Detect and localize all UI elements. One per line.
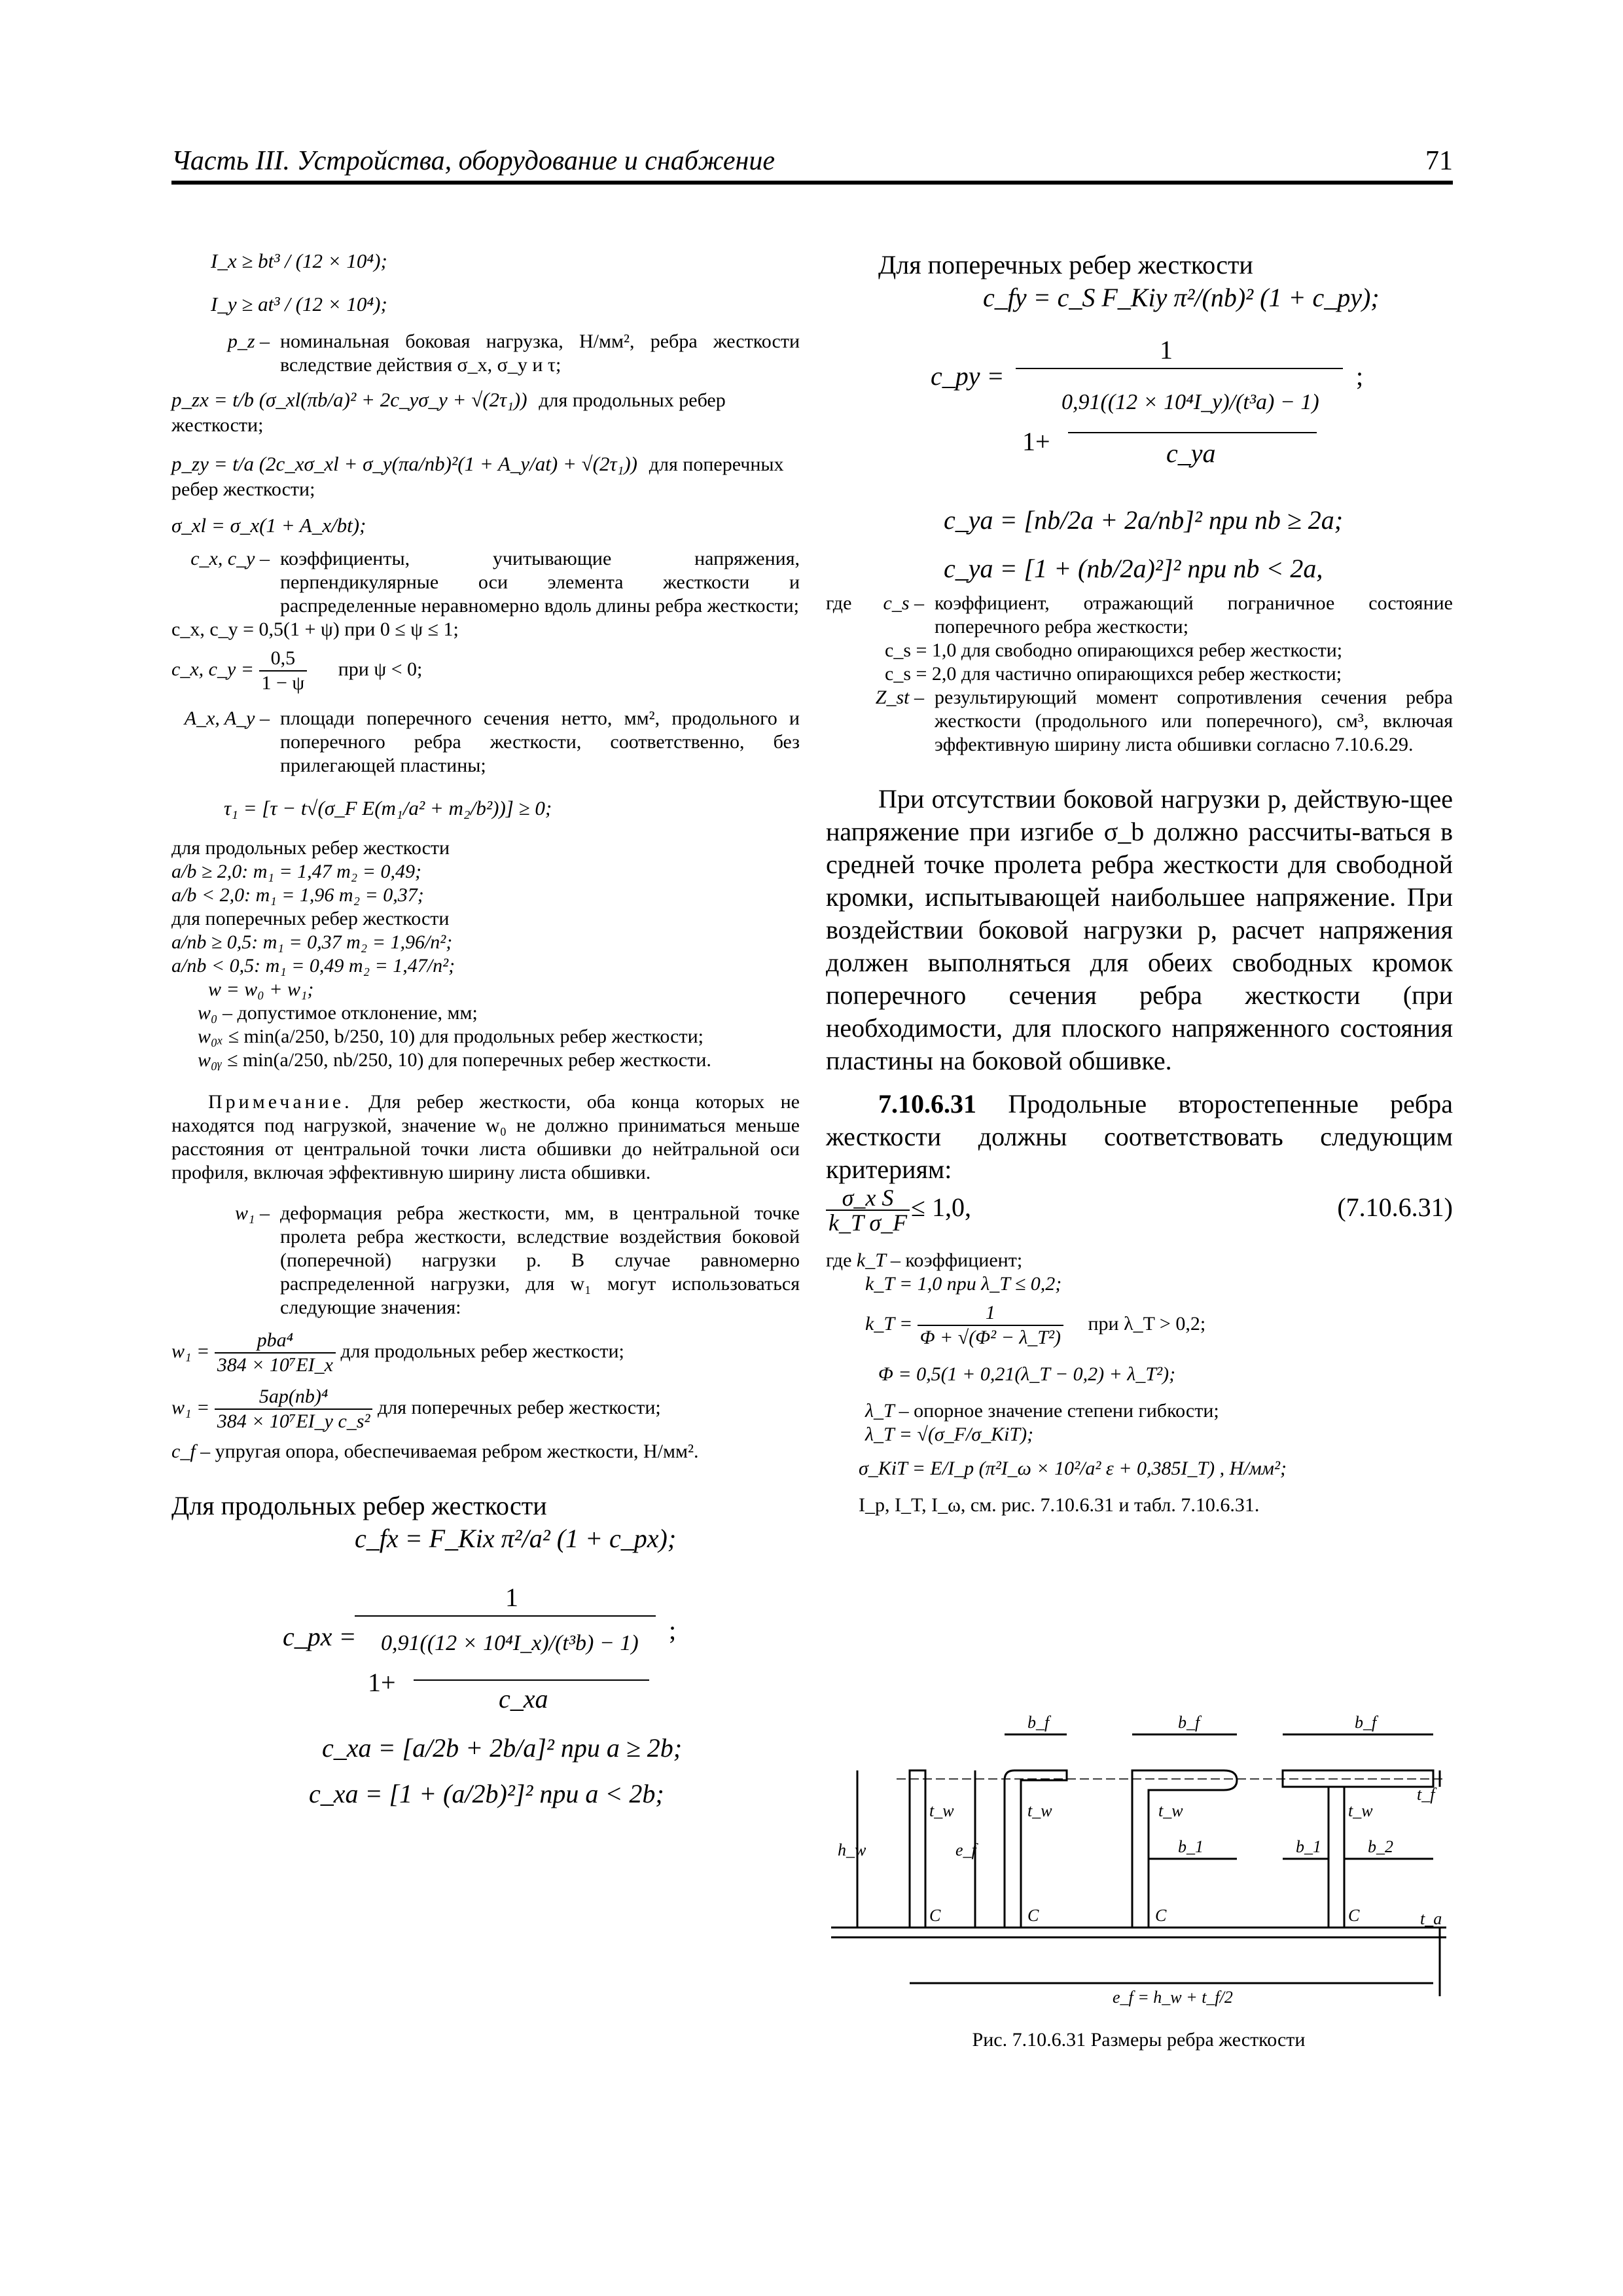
m-table-row: для продольных ребер жесткости [171, 837, 450, 859]
kt-block [826, 1249, 1453, 1517]
trans-heading: Для поперечных ребер жесткости [878, 250, 1253, 279]
cpx-den-a: 0,91((12 × 10⁴I_x)/(t³b) − 1) [381, 1631, 639, 1655]
w1a-lhs: w₁ = [171, 1340, 210, 1362]
zst-symbol: Z_st – [875, 687, 924, 708]
cxcy-eq2 [171, 647, 800, 695]
label-b1-2: b_1 [1296, 1837, 1321, 1856]
label-b1-1: b_1 [1178, 1837, 1204, 1856]
cpy-one-plus: 1+ [1022, 427, 1050, 456]
criterion-num: σ_x S [826, 1186, 910, 1211]
w1b-lhs: w₁ = [171, 1396, 210, 1418]
cpx-inner-bar [414, 1679, 649, 1681]
pzy-block [171, 452, 800, 501]
lt-text: опорное значение степени гибкости; [914, 1400, 1219, 1422]
cpy-num: 1 [1160, 335, 1173, 365]
cs-symbol: c_s – [883, 592, 924, 614]
kt2-num: 1 [918, 1301, 1063, 1326]
cs-block [826, 592, 1453, 757]
m-table-row: a/nb ≥ 0,5: m₁ = 0,37 m₂ = 1,96/n²; [171, 931, 453, 953]
axay-symbol: A_x, A_y – [184, 708, 270, 729]
cpx-den-c: c_xa [499, 1684, 548, 1713]
cxcy-definition [171, 547, 800, 618]
label-tf: t_f [1417, 1785, 1435, 1804]
note-text: Для ребер жесткости, оба конца которых не находятся под нагрузкой, значение w₀ не должно приниматься меньше расстояния от центральной точки листа обшивки до нейтральной оси профиля, включая эффективную ширину листа обшивки. [171, 1091, 800, 1183]
w1b-note: для поперечных ребер жесткости; [377, 1396, 661, 1418]
w0y-symbol: w₀ᵧ ≤ [198, 1049, 238, 1071]
cf-text: упругая опора, обеспечиваемая ребром жесткости, Н/мм². [215, 1441, 699, 1462]
w1b-formula [171, 1385, 800, 1433]
criterion-fraction [826, 1186, 910, 1234]
pzx-block [171, 387, 800, 437]
ip-line: I_p, I_T, I_ω, см. рис. 7.10.6.31 и табл. 7.10.6.31. [859, 1494, 1260, 1516]
m-table-row: a/nb < 0,5: m₁ = 0,49 m₂ = 1,47/n²; [171, 955, 455, 977]
cpy-main-bar [1016, 368, 1343, 369]
w0y-text: min(a/250, nb/250, 10) для поперечных ребер жесткости. [242, 1049, 711, 1071]
w1a-num: pba⁴ [215, 1329, 336, 1354]
where-label: где [826, 592, 852, 614]
kt2-fraction [918, 1301, 1063, 1350]
skit-formula: σ_KiT = E/I_p (π²I_ω × 10²/a² ε + 0,385I_T) , Н/мм²; [859, 1458, 1287, 1479]
cfx-formula: c_fx = F_Kix π²/a² (1 + c_px); [355, 1524, 677, 1553]
kt-where: где [826, 1249, 852, 1271]
paragraph-lateral-load: При отсутствии боковой нагрузки p, действую-щее напряжение при изгибе σ_b должно рассчиты-ваться в средней точке пролета ребра жесткости для свободной кромки, испытывающей наибольшее напряжение. При воздействии боковой нагрузки p, расчет напряжения должен выполняться для обеих свободных кромок поперечного сечения ребра жесткости (при необходимости, для плоского напряженного состояния пластины на боковой обшивке. [826, 784, 1453, 1075]
cxa2-formula: c_xa = [1 + (a/2b)²]² при a < 2b; [309, 1779, 664, 1808]
kt1-line: k_T = 1,0 при λ_T ≤ 0,2; [865, 1273, 1062, 1295]
kt-symbol: k_T – [856, 1249, 901, 1271]
header-title: Часть III. Устройства, оборудование и снабжение [171, 146, 775, 176]
cpx-semicolon: ; [669, 1615, 677, 1645]
pzx-note: для продольных ребер жесткости; [171, 389, 726, 436]
kt-text: коэффициент; [905, 1249, 1023, 1271]
cs-text: коэффициент, отражающий пограничное состояние поперечного ребра жесткости; [935, 592, 1453, 637]
criterion-rhs: ≤ 1,0, [911, 1193, 971, 1222]
tau-formula: τ₁ = [τ − t√(σ_F E(m₁/a² + m₂/b²))] ≥ 0; [224, 797, 552, 819]
w0-text: допустимое отклонение, мм; [237, 1002, 478, 1024]
label-ef: e_f [955, 1840, 976, 1859]
w1-text: деформация ребра жесткости, мм, в центральной точке пролета ребра жесткости, вследствие воздействия боковой (поперечной) нагрузки p. В случае равномерно распределенной нагрузки, для w₁ могут использоваться следующие значения: [280, 1202, 800, 1318]
label-tw-4: t_w [1348, 1801, 1373, 1820]
lt-symbol: λ_T – [865, 1400, 909, 1422]
cxcy-eq2-fraction [259, 647, 308, 695]
cxcy-eq1: c_x, c_y = 0,5(1 + ψ) при 0 ≤ ψ ≤ 1; [171, 619, 459, 640]
cpy-den-a: 0,91((12 × 10⁴I_y)/(t³a) − 1) [1061, 390, 1319, 414]
cpy-semicolon: ; [1356, 361, 1364, 391]
cs-definition [826, 592, 1453, 639]
cs2-line: c_s = 2,0 для частично опирающихся ребер жесткости; [885, 663, 1342, 685]
w0-line [198, 1001, 800, 1025]
right-column [826, 249, 1453, 1517]
m-table [171, 836, 800, 978]
pz-definition [171, 330, 800, 377]
w1b-den: 384 × 10⁷EI_y c_s² [217, 1410, 370, 1432]
kt2-lhs: k_T = [865, 1312, 913, 1335]
sxl-formula: σ_xl = σ_x(1 + A_x/bt); [171, 514, 366, 537]
cxa1-formula: c_xa = [a/2b + 2b/a]² при a ≥ 2b; [322, 1733, 683, 1763]
bulb-profile [1005, 1770, 1067, 1928]
cpx-main-bar [355, 1615, 656, 1617]
cpx-formula [171, 1581, 800, 1719]
clause-7-10-6-31 [826, 1088, 1453, 1186]
w0y-line [198, 1049, 800, 1072]
pz-symbol: p_z – [227, 331, 270, 352]
left-column [171, 249, 800, 1810]
cxcy-eq2-lhs: c_x, c_y = [171, 658, 255, 680]
w1-symbol: w₁ – [235, 1202, 270, 1224]
cpy-inner-bar [1068, 432, 1317, 433]
long-heading: Для продольных ребер жесткости [171, 1491, 547, 1520]
label-c-1: C [929, 1906, 941, 1925]
label-bf-3: b_f [1355, 1713, 1377, 1732]
label-tw-1: t_w [929, 1801, 954, 1820]
t-profile-web [1329, 1787, 1344, 1928]
clause-number: 7.10.6.31 [878, 1089, 976, 1119]
label-ef-eq: e_f = h_w + t_f/2 [1113, 1988, 1233, 2007]
cxcy-eq2-num: 0,5 [259, 647, 308, 672]
kt-line [826, 1249, 1453, 1272]
w1a-formula [171, 1329, 800, 1377]
w1b-num: 5ap(nb)⁴ [215, 1385, 373, 1410]
label-hw: h_w [838, 1840, 866, 1859]
w0x-symbol: w₀ₓ ≤ [198, 1026, 239, 1047]
zst-text: результирующий момент сопротивления сечения ребра жесткости (продольного или поперечного), см³, включая эффективную ширину листа обшивки согласно 7.10.6.29. [935, 687, 1453, 755]
m-table-row: a/b ≥ 2,0: m₁ = 1,47 m₂ = 0,49; [171, 861, 421, 882]
kt2-cond: при λ_T > 0,2; [1088, 1312, 1206, 1335]
cpx-num: 1 [505, 1583, 518, 1612]
cxcy-eq2-cond: при ψ < 0; [338, 658, 423, 680]
cxcy-symbol: c_x, c_y – [190, 548, 270, 569]
label-c-4: C [1348, 1906, 1360, 1925]
label-bf-1: b_f [1027, 1713, 1050, 1732]
criterion-den: k_T σ_F [829, 1210, 908, 1236]
criterion-formula [826, 1185, 1453, 1236]
lt-eq: λ_T = √(σ_F/σ_KiT); [865, 1424, 1034, 1445]
ix-formula: I_x ≥ bt³ / (12 × 10⁴); [211, 249, 387, 272]
cf-symbol: c_f – [171, 1441, 211, 1462]
figure-caption: Рис. 7.10.6.31 Размеры ребра жесткости [972, 2029, 1306, 2051]
w0-symbol: w₀ – [198, 1002, 232, 1024]
label-bf-2: b_f [1178, 1713, 1200, 1732]
cpy-formula [826, 334, 1453, 484]
pzy-note: для поперечных ребер жесткости; [171, 454, 784, 500]
cpy-lhs: c_py = [931, 361, 1005, 391]
cf-line [171, 1440, 800, 1463]
phi-formula: Φ = 0,5(1 + 0,21(λ_T − 0,2) + λ_T²); [878, 1363, 1176, 1385]
cxcy-eq2-den: 1 − ψ [261, 672, 305, 694]
label-b2: b_2 [1368, 1837, 1393, 1856]
w1a-den: 384 × 10⁷EI_x [217, 1354, 333, 1376]
clause-text: Продольные второстепенные ребра жесткости должны соответствовать следующим критериям: [826, 1089, 1454, 1184]
kt2-line [865, 1301, 1453, 1350]
axay-definition [171, 707, 800, 778]
w0x-line [198, 1025, 800, 1049]
m-table-row: для поперечных ребер жесткости [171, 908, 450, 929]
kt2-den: Φ + √(Φ² − λ_T²) [919, 1327, 1061, 1348]
axay-text: площади поперечного сечения нетто, мм², продольного и поперечного ребра жесткости, соответственно, без прилегающей пластины; [280, 708, 800, 776]
iy-formula: I_y ≥ at³ / (12 × 10⁴); [211, 293, 387, 315]
w1a-note: для продольных ребер жесткости; [340, 1340, 624, 1362]
page-header [171, 143, 1453, 185]
pzy-formula: p_zy = t/a (2c_xσ_xl + σ_y(πa/nb)²(1 + A_y/at) + √(2τ₁)) [171, 452, 637, 475]
pz-text: номинальная боковая нагрузка, Н/мм², ребра жесткости вследствие действия σ_x, σ_y и τ; [280, 331, 800, 376]
cya1-formula: c_ya = [nb/2a + 2a/nb]² при nb ≥ 2a; [944, 505, 1344, 535]
w1a-fraction [215, 1329, 336, 1377]
m-table-row: a/b < 2,0: m₁ = 1,96 m₂ = 0,37; [171, 884, 424, 906]
cxcy-text: коэффициенты, учитывающие напряжения, перпендикулярные оси элемента жесткости и распределенные неравномерно вдоль длины ребра жесткости; [280, 548, 800, 617]
criterion-label: (7.10.6.31) [1337, 1193, 1453, 1222]
cpy-den-c: c_ya [1166, 439, 1216, 468]
label-tw-3: t_w [1158, 1801, 1183, 1820]
cpx-one-plus: 1+ [368, 1668, 396, 1697]
label-c-3: C [1155, 1906, 1167, 1925]
cfy-formula: c_fy = c_S F_Kiy π²/(nb)² (1 + c_py); [983, 283, 1380, 312]
note-block [171, 1090, 800, 1185]
lt-line [865, 1399, 1453, 1423]
page-number: 71 [1425, 146, 1453, 176]
label-c-2: C [1027, 1906, 1039, 1925]
cpx-lhs: c_px = [283, 1622, 357, 1651]
flat-bar-profile [910, 1770, 925, 1928]
pzx-formula: p_zx = t/b (σ_xl(πb/a)² + 2c_yσ_y + √(2τ₁)) [171, 388, 527, 411]
w1-definition [171, 1202, 800, 1319]
w1b-fraction [215, 1385, 373, 1433]
cya2-formula: c_ya = [1 + (nb/2a)²]² при nb < 2a, [944, 554, 1323, 583]
note-label: Примечание. [208, 1091, 353, 1113]
zst-definition [826, 686, 1453, 757]
label-ta: t_a [1420, 1909, 1442, 1928]
w0x-text: min(a/250, b/250, 10) для продольных ребер жесткости; [243, 1026, 704, 1047]
stiffener-dimensions-figure [831, 1708, 1446, 2009]
label-tw-2: t_w [1027, 1801, 1052, 1820]
cs1-line: c_s = 1,0 для свободно опирающихся ребер жесткости; [885, 639, 1343, 661]
w-equation: w = w₀ + w₁; [208, 978, 314, 1000]
